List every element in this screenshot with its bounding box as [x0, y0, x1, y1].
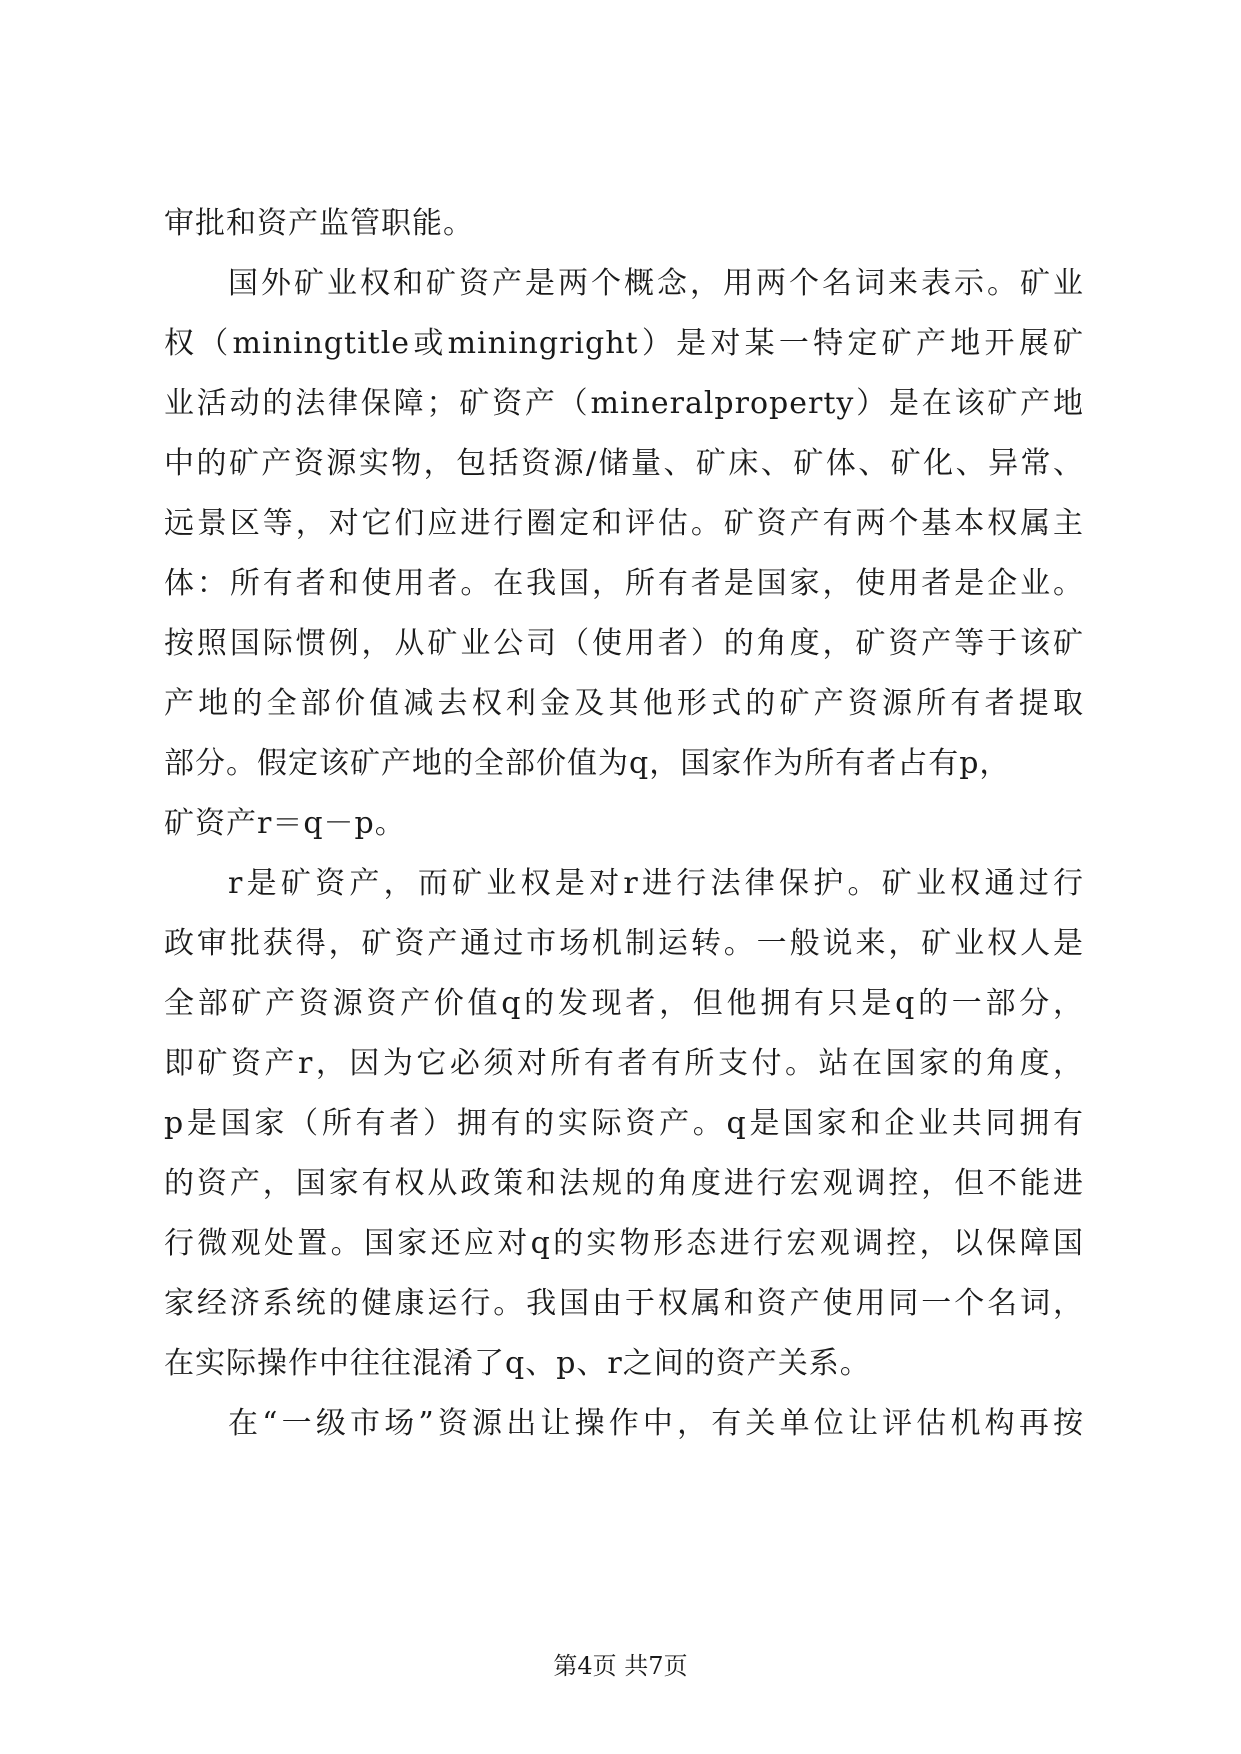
- page-number-footer: 第4页 共7页: [553, 1652, 688, 1680]
- text-line: p是国家（所有者）拥有的实际资产。q是国家和企业共同拥有: [164, 1106, 1084, 1141]
- text-line: 业活动的法律保障；矿资产（mineralproperty）是在该矿产地: [164, 386, 1084, 421]
- text-line: 在实际操作中往往混淆了q、p、r之间的资产关系。: [164, 1346, 871, 1381]
- text-line: 远景区等，对它们应进行圈定和评估。矿资产有两个基本权属主: [164, 506, 1084, 541]
- text-line: 审批和资产监管职能。: [164, 206, 474, 241]
- body-text: [164, 204, 1084, 1464]
- text-line: 即矿资产r，因为它必须对所有者有所支付。站在国家的角度，: [164, 1046, 1084, 1081]
- text-line: 家经济系统的健康运行。我国由于权属和资产使用同一个名词，: [164, 1286, 1084, 1321]
- text-line: 矿资产r＝q－p。: [164, 806, 406, 841]
- text-line: 体：所有者和使用者。在我国，所有者是国家，使用者是企业。: [164, 566, 1084, 601]
- text-line: 在“一级市场”资源出让操作中，有关单位让评估机构再按: [228, 1406, 1084, 1441]
- text-line: 权（miningtitle或miningright）是对某一特定矿产地开展矿: [164, 326, 1084, 361]
- text-line: 产地的全部价值减去权利金及其他形式的矿产资源所有者提取: [164, 686, 1084, 721]
- text-line: 按照国际惯例，从矿业公司（使用者）的角度，矿资产等于该矿: [164, 626, 1084, 661]
- text-line: r是矿资产，而矿业权是对r进行法律保护。矿业权通过行: [228, 866, 1084, 901]
- text-line: 政审批获得，矿资产通过市场机制运转。一般说来，矿业权人是: [164, 926, 1084, 961]
- text-line: 部分。假定该矿产地的全部价值为q，国家作为所有者占有p，: [164, 746, 1011, 781]
- text-line: 国外矿业权和矿资产是两个概念，用两个名词来表示。矿业: [228, 266, 1084, 301]
- text-line: 行微观处置。国家还应对q的实物形态进行宏观调控，以保障国: [164, 1226, 1084, 1261]
- text-line: 中的矿产资源实物，包括资源/储量、矿床、矿体、矿化、异常、: [164, 446, 1084, 481]
- text-line: 的资产，国家有权从政策和法规的角度进行宏观调控，但不能进: [164, 1166, 1084, 1201]
- text-line: 全部矿产资源资产价值q的发现者，但他拥有只是q的一部分，: [164, 986, 1084, 1021]
